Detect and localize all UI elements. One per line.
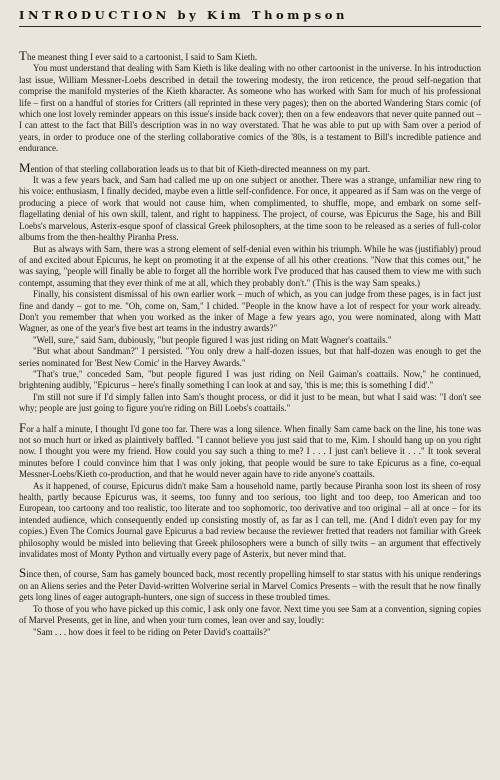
paragraph-text: or a half a minute, I thought I'd gone too far. There was a long silence. When finally Sam came back on the line, his tone was not so much hurt or irked as plaintively baffled. "I cannot believe you just said that to me, Kim. I should hang up on you right now. I thought you were my friend. How could you say such a thing to me? I . . . I just can't believe it . . ." It took several minutes before I could convince him that I was only joking, that people would be sure to take Epicurus as a fine, co-equal Messner-Loebs/Kieth co-production, and that he would never again have to ride anyone's coattails. — [19, 423, 481, 480]
page-header: INTRODUCTION by Kim Thompson — [19, 8, 349, 22]
header-rule — [19, 26, 481, 27]
paragraph: But as always with Sam, there was a strong element of self-denial even within his triumph. While he was (justifiably) proud of and excited about Epicurus, he kept on promoting it at the expense of all his other creations. "Now that this comes out," he was saying, "people will finally be able to forget all the horrible work I've produced that has caused them to view me with such contempt, assuming that they ever think of me at all, which they probably don't." (This is the way Sam speaks.) — [19, 243, 481, 288]
paragraph: "Sam . . . how does it feel to be riding on Peter David's coattails?" — [33, 626, 271, 637]
article-body — [19, 48, 481, 638]
paragraph — [19, 48, 481, 63]
paragraph: As it happened, of course, Epicurus didn't make Sam a household name, partly because Piranha soon lost its sheen of rosy health, partly because Epicurus was, it seems, too funny and too serious, too light and too deep, too American and too European, too cartoony and too realistic, too literate and too sophomoric, too derivative and too original – all at once – for its intended audience, which consequently ended up consisting mostly of, as far as I can tell, me. (And I didn't even pay for my copies.) Even The Comics Journal gave Epicurus a bad review because the reviewer fretted that readers not familiar with Greek philosophy would be misled into believing that Greek philosophers were a bunch of silly twits – an argument that effectively invalidates most of Monty Python and virtually every page of Asterix, but never mind that. — [19, 480, 481, 560]
paragraph-text: ention of that sterling collaboration leads us to that bit of Kieth-directed meanness on my part. — [30, 163, 370, 174]
drop-letter: F — [19, 419, 27, 435]
paragraph — [19, 159, 481, 175]
paragraph-text: he meanest thing I ever said to a cartoonist, I said to Sam Kieth. — [26, 52, 258, 62]
paragraph: "That's true," conceded Sam, "but people figured I was just riding on Neil Gaiman's coattails. Now," he continued, brightening audibly, "Epicurus – here's finally something I can look at and say, 'this is me; this is something I did'." — [19, 368, 481, 391]
paragraph: "But what about Sandman?" I persisted. "You only drew a half-dozen issues, but that half-dozen was enough to get the series nominated for 'Best New Comic' in the Harvey Awards." — [19, 346, 481, 368]
paragraph — [19, 419, 481, 481]
paragraph: To those of you who have picked up this comic, I ask only one favor. Next time you see Sam at a convention, signing copies of Marvel Presents, get in line, and when your turn comes, lean over and say, loudly: — [19, 603, 481, 626]
paragraph: You must understand that dealing with Sam Kieth is like dealing with no other cartoonist in the universe. In his introduction last issue, William Messner-Loebs described in detail the towering modesty, the iron reticence, the proud self-negation that comprise the manifold mysteries of the Kieth kharacter. As someone who has worked with Sam for much of his professional life – first on a handful of stories for Critters (all reprinted in these very pages); then on the aborted Wandering Stars comic (of which one lost lovely reminder appears on this issue's inside back cover); then on a few endeavors that never quite panned out – I can attest to the fact that Bill's description was in no way overstated. That he was able to put up with Sam over a period of years, in order to produce one of the sterling collaborative comics of the '80s, is a testament to Bill's incredible patience and endurance. — [19, 63, 481, 154]
drop-letter: T — [19, 48, 27, 63]
paragraph: "Well, sure," said Sam, dubiously, "but people figured I was just riding on Matt Wagner's coattails." — [33, 334, 392, 345]
paragraph: Finally, his consistent dismissal of his own earlier work – much of which, as you can judge from these pages, is in fact just fine and dandy – got to me. "Oh, come on, Sam," I chided. "People in the know have a lot of respect for your work already. Don't you remember that when you worked as the inker of Mage a few years ago, you were nominated, along with Matt Wagner, as one of the year's five best art teams in the industry awards?" — [19, 289, 481, 334]
paragraph-text: ince then, of course, Sam has gamely bounced back, most recently propelling himself to star status with his unique renderings on an Aliens series and the Peter David-written Wolverine serial in Marvel Comics Presents – with the result that he now finally gets long lines of eager autograph-hunters, one sign of success in these troubled times. — [19, 569, 481, 603]
paragraph: It was a few years back, and Sam had called me up on one subject or another. There was a strange, unfamiliar new ring to his voice: enthusiasm, I finally decided, maybe even a little self-confidence. For once, it appeared as if Sam was on the verge of producing a piece of work that would not cause him, when complimented, to shuffle, mope, and embark on some self-flagellating denial of his own skill, talent, and right to happiness. The project, of course, was Epicurus the Sage, his and Bill Loebs's marvelous, Asterix-esque spoof of classical Greek philosophers, at the time soon to be released as a series of full-color albums from the then-healthy Piranha Press. — [19, 175, 481, 243]
drop-letter: S — [19, 565, 27, 581]
drop-letter: M — [19, 159, 31, 175]
paragraph: I'm still not sure if I'd simply fallen into Sam's thought process, or did it just to be mean, but what I said was: "I don't see why; people are just going to figure you're riding on Bill Loebs's coattails." — [19, 391, 481, 414]
paragraph — [19, 565, 481, 603]
